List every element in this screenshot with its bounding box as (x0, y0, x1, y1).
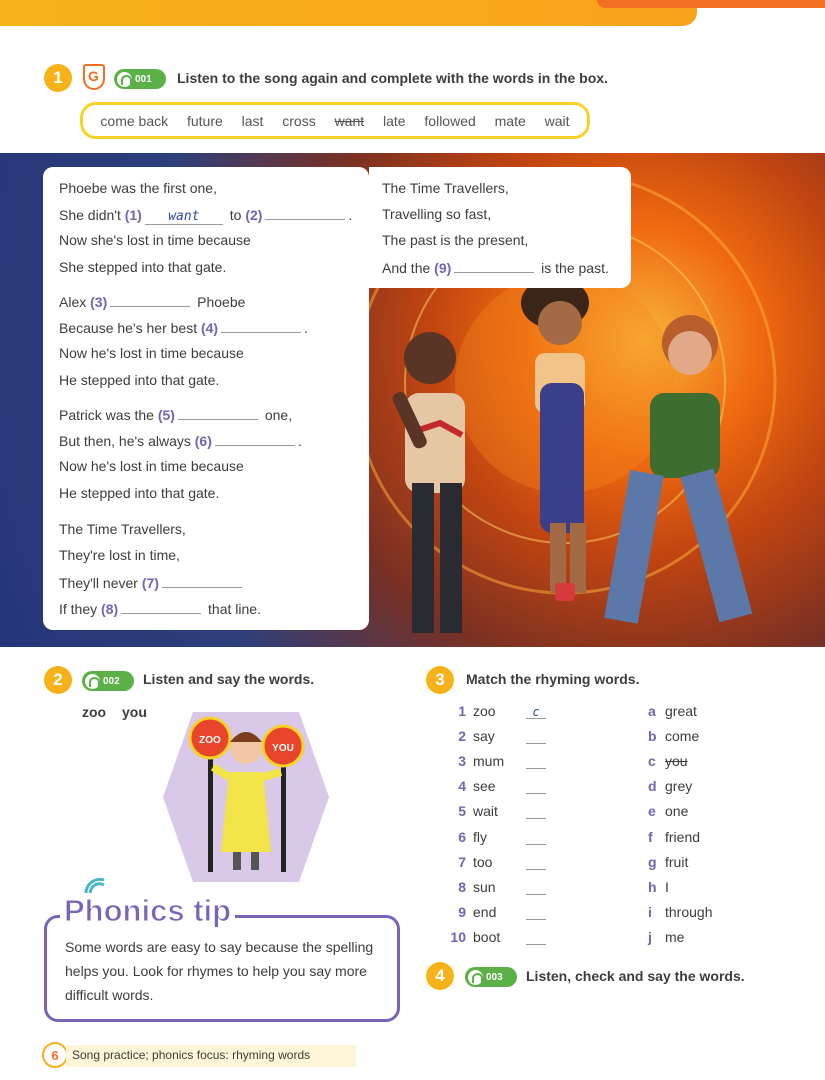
match-answer-blank[interactable] (526, 730, 546, 744)
lyric-line: But then, he's always (6) . (59, 433, 302, 449)
answer-blank-1[interactable]: want (145, 209, 223, 225)
item-number: 10 (450, 928, 466, 945)
item-letter: b (648, 728, 657, 745)
example-word-zoo: zoo (82, 704, 107, 720)
item-letter: a (648, 703, 656, 719)
lyric-line: The Time Travellers, (59, 521, 186, 537)
word-box-item: last (241, 112, 264, 129)
answer-blank-6[interactable] (215, 432, 295, 446)
word-box-item: followed (424, 112, 476, 129)
match-answer-blank[interactable] (526, 831, 546, 845)
item-letter: d (648, 778, 657, 795)
item-word: one (665, 803, 689, 820)
audio-icon (85, 674, 100, 689)
lyric-line: Alex (3) Phoebe (59, 294, 246, 310)
match-answer-blank[interactable] (526, 856, 546, 870)
item-number: 2 (458, 728, 466, 745)
activity-2-instruction: Listen and say the words. (143, 671, 315, 687)
match-left-item (450, 829, 487, 845)
lyric-line: The past is the present, (382, 232, 529, 248)
answer-blank-4[interactable] (221, 319, 301, 333)
item-word: too (473, 853, 493, 870)
item-word: fly (473, 828, 487, 845)
match-right-item (648, 703, 697, 719)
audio-icon (468, 970, 483, 985)
match-left-item (450, 929, 500, 945)
audio-icon (117, 72, 132, 87)
item-number: 4 (458, 778, 466, 795)
activity-1-instruction: Listen to the song again and complete with the words in the box. (177, 70, 608, 86)
match-answer-blank[interactable] (526, 805, 546, 819)
item-word: mum (473, 753, 505, 770)
item-word: I (665, 878, 669, 895)
answer-blank-5[interactable] (178, 406, 258, 420)
item-word: you (665, 753, 688, 770)
lyric-line: The Time Travellers, (382, 180, 509, 196)
word-box-item: late (382, 112, 406, 129)
answer-blank-9[interactable] (454, 259, 534, 273)
match-answer-blank[interactable] (526, 755, 546, 769)
match-answer-blank[interactable]: c (526, 705, 546, 719)
audio-track-001[interactable]: 001 (114, 69, 166, 89)
match-right-item (648, 829, 700, 845)
activity-4-number: 4 (426, 962, 454, 990)
lyric-line: He stepped into that gate. (59, 372, 220, 388)
item-number: 9 (458, 903, 466, 920)
lyric-line: Now he's lost in time because (59, 345, 244, 361)
word-box-item: come back (100, 112, 169, 129)
item-word: come (665, 728, 700, 745)
boy-left-figure (391, 332, 465, 633)
audio-track-003[interactable]: 003 (465, 967, 517, 987)
activity-4-instruction: Listen, check and say the words. (526, 968, 745, 984)
top-banner-accent (597, 0, 825, 8)
item-letter: g (648, 853, 657, 870)
item-letter: j (648, 928, 652, 945)
zoo-sign-label: ZOO (199, 735, 221, 746)
match-right-item (648, 904, 712, 920)
item-word: end (473, 903, 497, 920)
lyric-line: She stepped into that gate. (59, 259, 227, 275)
match-right-item (648, 879, 669, 895)
match-right-item (648, 728, 699, 744)
teacher-with-signs-illustration (163, 712, 329, 882)
answer-blank-2[interactable] (265, 206, 345, 220)
lyric-line: Now she's lost in time because (59, 232, 251, 248)
audio-track-002[interactable]: 002 (82, 671, 134, 691)
word-box-item: wait (544, 112, 570, 129)
match-left-item (450, 803, 498, 819)
activity-1-number: 1 (44, 64, 72, 92)
item-word: see (473, 778, 496, 795)
item-word: friend (665, 828, 701, 845)
match-left-item (450, 854, 492, 870)
item-word: zoo (473, 703, 496, 719)
lyric-line: He stepped into that gate. (59, 485, 220, 501)
lyric-line: She didn't (1) want to (2) . (59, 207, 353, 224)
lyric-line: If they (8) that line. (59, 601, 261, 617)
word-box-item: mate (494, 112, 526, 129)
match-left-item (450, 778, 496, 794)
lyric-line: Travelling so fast, (382, 206, 492, 222)
item-letter: c (648, 753, 656, 770)
lyric-line: They'll never (7) (59, 574, 245, 591)
item-number: 1 (458, 703, 466, 719)
lyric-line: Patrick was the (5) one, (59, 407, 293, 423)
word-box-item: future (186, 112, 223, 129)
lyric-line: Now he's lost in time because (59, 458, 244, 474)
item-letter: f (648, 828, 653, 845)
match-right-item (648, 778, 692, 794)
answer-blank-3[interactable] (110, 293, 190, 307)
lyric-line: Because he's her best (4) . (59, 320, 308, 336)
activity-3-number: 3 (426, 666, 454, 694)
item-word: say (473, 728, 495, 745)
item-number: 7 (458, 853, 466, 870)
match-left-item (450, 904, 496, 920)
match-right-item (648, 929, 684, 945)
item-letter: e (648, 803, 656, 820)
word-box-item: cross (282, 112, 316, 129)
word-box (80, 102, 590, 139)
page-number: 6 (42, 1042, 68, 1068)
match-right-item (648, 854, 688, 870)
example-word-you: you (122, 704, 147, 720)
item-number: 5 (458, 803, 466, 820)
lyric-line: And the (9) is the past. (382, 260, 609, 276)
match-answer-blank[interactable] (526, 906, 546, 920)
item-word: fruit (665, 853, 689, 870)
item-word: me (665, 928, 685, 945)
activity-2-number: 2 (44, 666, 72, 694)
match-left-item (450, 728, 495, 744)
lyric-line: Phoebe was the first one, (59, 180, 217, 196)
item-letter: h (648, 878, 657, 895)
match-answer-blank[interactable] (526, 931, 546, 945)
item-number: 3 (458, 753, 466, 770)
activity-3-instruction: Match the rhyming words. (466, 671, 640, 687)
you-sign-label: YOU (272, 743, 294, 754)
top-banner (0, 0, 697, 26)
match-answer-blank[interactable] (526, 881, 546, 895)
item-letter: i (648, 903, 652, 920)
match-right-item (648, 753, 688, 769)
item-word: through (665, 903, 713, 920)
item-word: boot (473, 928, 501, 945)
answer-blank-7[interactable] (162, 574, 242, 588)
phonics-tip-title: Phonics tip (60, 893, 235, 929)
match-answer-blank[interactable] (526, 780, 546, 794)
match-left-item (450, 879, 496, 895)
word-box-item-crossed-out: want (334, 112, 365, 129)
match-left-item (450, 753, 504, 769)
lyric-line: They're lost in time, (59, 547, 180, 563)
answer-blank-8[interactable] (121, 600, 201, 614)
phonics-tip-text: Some words are easy to say because the spelling helps you. Look for rhymes to help you say more difficult words. (65, 939, 374, 1003)
item-number: 8 (458, 878, 466, 895)
badge-icon (83, 64, 105, 90)
item-number: 6 (458, 828, 466, 845)
match-right-item (648, 803, 688, 819)
item-word: wait (473, 803, 498, 820)
item-word: grey (665, 778, 693, 795)
item-word: great (665, 703, 697, 719)
page-footer-topic: Song practice; phonics focus: rhyming words (66, 1045, 356, 1067)
match-left-item (450, 703, 496, 719)
item-word: sun (473, 878, 496, 895)
